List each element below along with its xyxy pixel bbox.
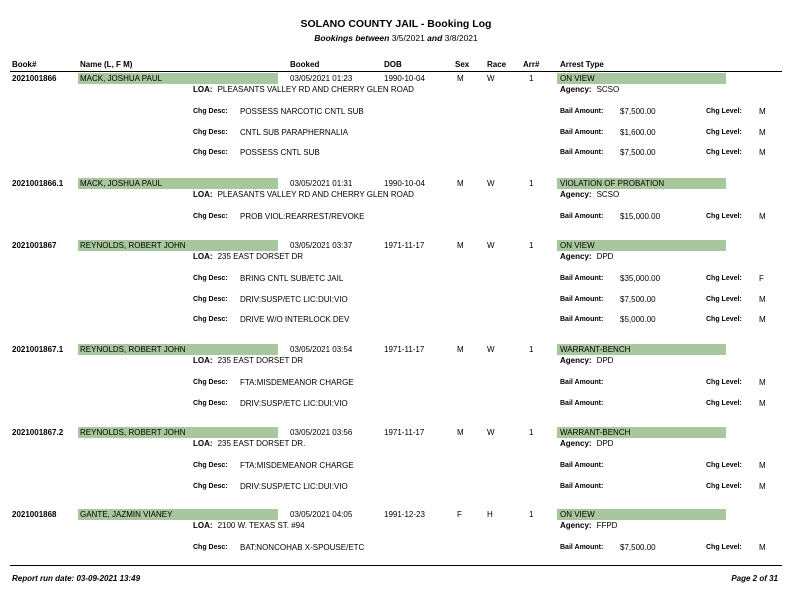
date-to: 3/8/2021 [444,33,478,43]
agency-value: SCSO [596,85,620,94]
book-number: 2021001867.2 [12,428,64,437]
race: W [487,74,495,83]
bail-amount: $7,500.00 [620,107,656,116]
chg-desc-label: Chg Desc: [193,275,228,282]
inmate-name: MACK, JOSHUA PAUL [80,179,163,188]
date-of-birth: 1991-12-23 [384,510,425,519]
charge-level: M [759,148,766,157]
booked-datetime: 03/05/2021 03:56 [290,428,353,437]
booked-datetime: 03/05/2021 03:37 [290,241,353,250]
sex: M [457,428,464,437]
chg-level-label: Chg Level: [706,128,742,136]
agency-label: Agency: [560,521,592,530]
agency-label: Agency: [560,85,592,94]
race: W [487,179,495,188]
charge-description: POSSESS NARCOTIC CNTL SUB [240,107,364,116]
charge-row [0,482,792,494]
agency-value: DPD [596,252,614,261]
bail-amount-label: Bail Amount: [560,316,604,323]
date-of-birth: 1971-11-17 [384,241,425,250]
charge-row [0,107,792,119]
charge-description: DRIV:SUSP/ETC LIC:DUI:VIO [240,398,348,408]
booked-datetime: 03/05/2021 04:05 [290,510,353,519]
date-of-birth: 1990-10-04 [384,179,425,188]
inmate-name: REYNOLDS, ROBERT JOHN [80,428,186,437]
col-booked: Booked [290,60,320,69]
inmate-name: REYNOLDS, ROBERT JOHN [80,241,186,250]
sex: M [457,241,464,250]
book-number: 2021001867 [12,241,57,250]
bail-amount-label: Bail Amount: [560,108,604,115]
inmate-name: REYNOLDS, ROBERT JOHN [80,345,186,354]
bail-amount-label: Bail Amount: [560,213,604,220]
bail-amount-label: Bail Amount: [560,128,604,136]
agency [560,521,617,530]
bail-amount-label: Bail Amount: [560,379,604,386]
charge-description: DRIVE W/O INTERLOCK DEV [240,315,350,324]
charge-description: CNTL SUB PARAPHERNALIA [240,127,349,137]
agency-value: SCSO [596,190,620,199]
location-of-arrest [193,85,414,94]
charge-row [0,148,792,160]
charge-row [0,461,792,473]
subtitle-and: and [427,33,443,43]
book-number: 2021001866 [12,74,57,83]
arrest-type: WARRANT-BENCH [560,345,631,354]
col-race: Race [487,60,507,69]
chg-level-label: Chg Level: [706,482,742,490]
charge-level: M [759,398,766,408]
loa-value: PLEASANTS VALLEY RD AND CHERRY GLEN ROAD [217,190,414,199]
charge-level: M [759,127,766,137]
chg-desc-label: Chg Desc: [193,482,228,490]
chg-level-label: Chg Level: [706,149,742,156]
inmate-name: GANTE, JAZMIN VIANEY [80,510,173,519]
chg-desc-label: Chg Desc: [193,149,228,156]
charge-level: M [759,378,766,387]
chg-desc-label: Chg Desc: [193,399,228,407]
loa-label: LOA: [193,356,213,365]
inmate-name: MACK, JOSHUA PAUL [80,74,163,83]
chg-level-label: Chg Level: [706,316,742,323]
charge-description: POSSESS CNTL SUB [240,148,320,157]
chg-level-label: Chg Level: [706,275,742,282]
agency-label: Agency: [560,252,592,261]
book-number: 2021001867.1 [12,345,64,354]
bail-amount: $35,000.00 [620,274,661,283]
report-subtitle [0,33,792,43]
chg-level-label: Chg Level: [706,213,742,220]
loa-value: 2100 W. TEXAS ST. #94 [217,521,305,530]
footer-divider [10,565,782,566]
bail-amount-label: Bail Amount: [560,399,604,407]
arrest-number: 1 [529,179,534,188]
chg-desc-label: Chg Desc: [193,213,228,220]
agency [560,439,613,448]
arrest-type: ON VIEW [560,510,595,519]
charge-row [0,212,792,224]
charge-description: FTA:MISDEMEANOR CHARGE [240,378,354,387]
location-of-arrest [193,356,303,365]
agency [560,85,619,94]
arrest-number: 1 [529,510,534,519]
charge-level: M [759,543,766,552]
location-of-arrest [193,190,414,199]
booked-datetime: 03/05/2021 03:54 [290,345,353,354]
charge-row [0,128,792,140]
chg-level-label: Chg Level: [706,295,742,303]
agency-label: Agency: [560,439,592,448]
book-number: 2021001866.1 [12,179,64,188]
col-sex: Sex [455,60,470,69]
chg-desc-label: Chg Desc: [193,295,228,303]
charge-level: M [759,294,766,304]
page-number: Page 2 of 31 [731,574,778,583]
booked-datetime: 03/05/2021 01:31 [290,179,353,188]
loa-label: LOA: [193,190,213,199]
charge-row [0,543,792,555]
arrest-type: ON VIEW [560,241,595,250]
date-of-birth: 1971-11-17 [384,428,425,437]
chg-desc-label: Chg Desc: [193,108,228,115]
charge-description: BAT:NONCOHAB X-SPOUSE/ETC [240,543,365,552]
chg-desc-label: Chg Desc: [193,379,228,386]
charge-description: BRING CNTL SUB/ETC JAIL [240,274,344,283]
report-title: SOLANO COUNTY JAIL - Booking Log [300,18,492,30]
charge-row [0,378,792,390]
date-of-birth: 1990-10-04 [384,74,425,83]
col-book: Book# [12,60,37,69]
header-divider [10,71,782,72]
col-arr: Arr# [523,60,540,69]
col-name: Name (L, F M) [80,60,133,69]
loa-value: 235 EAST DORSET DR [217,356,304,365]
chg-desc-label: Chg Desc: [193,462,228,469]
agency [560,190,619,199]
loa-value: PLEASANTS VALLEY RD AND CHERRY GLEN ROAD [217,85,414,94]
loa-label: LOA: [193,252,213,261]
agency-label: Agency: [560,356,592,365]
date-of-birth: 1971-11-17 [384,345,425,354]
date-from: 3/5/2021 [391,33,425,43]
charge-level: M [759,461,766,470]
agency [560,252,613,261]
location-of-arrest [193,252,303,261]
charge-row [0,315,792,327]
charge-level: M [759,212,766,221]
charge-level: F [759,274,764,283]
loa-label: LOA: [193,439,213,448]
bail-amount-label: Bail Amount: [560,482,604,490]
chg-desc-label: Chg Desc: [193,544,228,551]
charge-level: M [759,315,766,324]
race: W [487,241,495,250]
race: H [487,510,493,519]
bail-amount: $7,500.00 [620,543,656,552]
loa-label: LOA: [193,521,213,530]
report-run-date: Report run date: 03-09-2021 13:49 [12,574,141,583]
location-of-arrest [193,521,305,530]
col-dob: DOB [384,60,402,69]
sex: M [457,179,464,188]
charge-row [0,399,792,411]
charge-description: DRIV:SUSP/ETC LIC:DUI:VIO [240,294,348,304]
bail-amount-label: Bail Amount: [560,295,604,303]
agency-value: FFPD [596,521,618,530]
arrest-type: WARRANT-BENCH [560,428,631,437]
agency-label: Agency: [560,190,592,199]
chg-desc-label: Chg Desc: [193,128,228,136]
bail-amount: $1,600.00 [620,127,656,137]
subtitle-prefix: Bookings between [314,33,390,43]
charge-description: FTA:MISDEMEANOR CHARGE [240,461,354,470]
chg-level-label: Chg Level: [706,379,742,386]
agency [560,356,613,365]
agency-value: DPD [596,356,614,365]
loa-value: 235 EAST DORSET DR. [217,439,306,448]
charge-row [0,295,792,307]
booked-datetime: 03/05/2021 01:23 [290,74,353,83]
sex: M [457,74,464,83]
arrest-number: 1 [529,345,534,354]
chg-level-label: Chg Level: [706,399,742,407]
charge-row [0,274,792,286]
charge-level: M [759,107,766,116]
chg-level-label: Chg Level: [706,462,742,469]
bail-amount-label: Bail Amount: [560,544,604,551]
race: W [487,345,495,354]
sex: M [457,345,464,354]
book-number: 2021001868 [12,510,57,519]
loa-label: LOA: [193,85,213,94]
loa-value: 235 EAST DORSET DR [217,252,304,261]
charge-level: M [759,481,766,491]
arrest-type: ON VIEW [560,74,595,83]
bail-amount: $7,500.00 [620,148,656,157]
arrest-number: 1 [529,241,534,250]
sex: F [457,510,462,519]
charge-description: PROB VIOL:REARREST/REVOKE [240,212,365,221]
arrest-number: 1 [529,428,534,437]
location-of-arrest [193,439,305,448]
bail-amount-label: Bail Amount: [560,275,604,282]
col-arrest-type: Arrest Type [560,60,604,69]
bail-amount: $7,500.00 [620,294,656,304]
chg-level-label: Chg Level: [706,544,742,551]
bail-amount-label: Bail Amount: [560,462,604,469]
bail-amount-label: Bail Amount: [560,149,604,156]
bail-amount: $15,000.00 [620,212,661,221]
arrest-number: 1 [529,74,534,83]
arrest-type: VIOLATION OF PROBATION [560,179,665,188]
race: W [487,428,495,437]
chg-level-label: Chg Level: [706,108,742,115]
agency-value: DPD [596,439,614,448]
charge-description: DRIV:SUSP/ETC LIC:DUI:VIO [240,481,348,491]
chg-desc-label: Chg Desc: [193,316,228,323]
bail-amount: $5,000.00 [620,315,656,324]
